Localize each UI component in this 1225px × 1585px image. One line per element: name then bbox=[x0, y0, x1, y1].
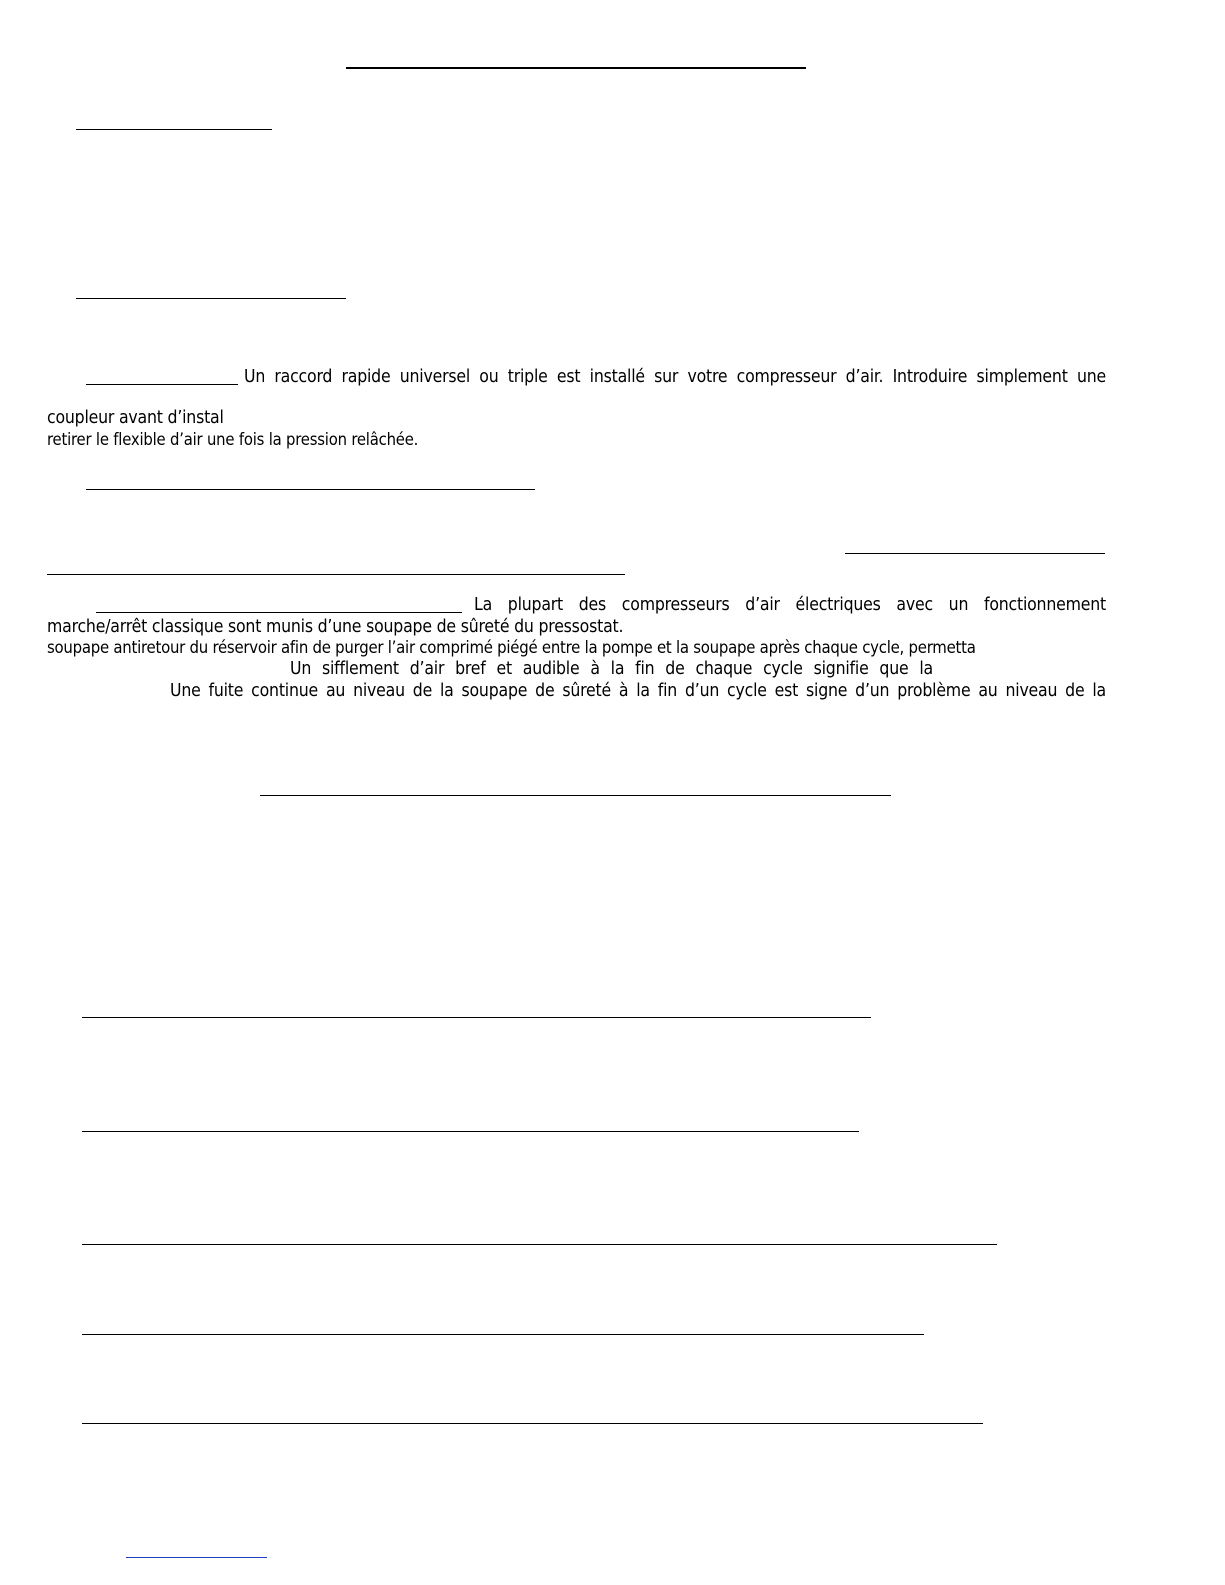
title-underline bbox=[346, 67, 806, 69]
list-underline-2 bbox=[82, 1131, 859, 1132]
heading-underline-2 bbox=[76, 298, 346, 299]
list-underline-4 bbox=[82, 1334, 924, 1335]
list-underline-5 bbox=[82, 1423, 983, 1424]
heading-underline-4b bbox=[47, 574, 625, 575]
link-underline[interactable] bbox=[126, 1557, 267, 1558]
list-underline-1 bbox=[82, 1017, 871, 1018]
heading-underline-4a bbox=[845, 553, 1105, 554]
valve-heading-underline bbox=[96, 612, 462, 613]
coupler-text-line-1: Un raccord rapide universel ou triple est installé sur votre compresseur d’air. Introduire simplement une bbox=[244, 367, 1106, 387]
coupler-text-line-3: retirer le flexible d’air une fois la pression relâchée. bbox=[47, 430, 419, 449]
coupler-text-line-2: coupleur avant d’instal bbox=[47, 408, 224, 428]
valve-text-line-3: soupape antiretour du réservoir afin de purger l’air comprimé piégé entre la pompe et la soupape après chaque cycle, permetta bbox=[47, 638, 976, 657]
heading-underline-3 bbox=[86, 489, 535, 490]
section-underline bbox=[260, 795, 891, 796]
valve-text-line-1: La plupart des compresseurs d’air électriques avec un fonctionnement bbox=[474, 595, 1106, 615]
valve-text-line-2: marche/arrêt classique sont munis d’une soupape de sûreté du pressostat. bbox=[47, 617, 624, 637]
coupler-heading-underline bbox=[86, 384, 238, 385]
valve-text-line-5: Une fuite continue au niveau de la soupape de sûreté à la fin d’un cycle est signe d’un problème au niveau de la bbox=[170, 681, 1106, 701]
list-underline-3 bbox=[82, 1244, 997, 1245]
valve-text-line-4: Un sifflement d’air bref et audible à la fin de chaque cycle signifie que la bbox=[290, 659, 933, 679]
heading-underline-1 bbox=[76, 129, 272, 130]
